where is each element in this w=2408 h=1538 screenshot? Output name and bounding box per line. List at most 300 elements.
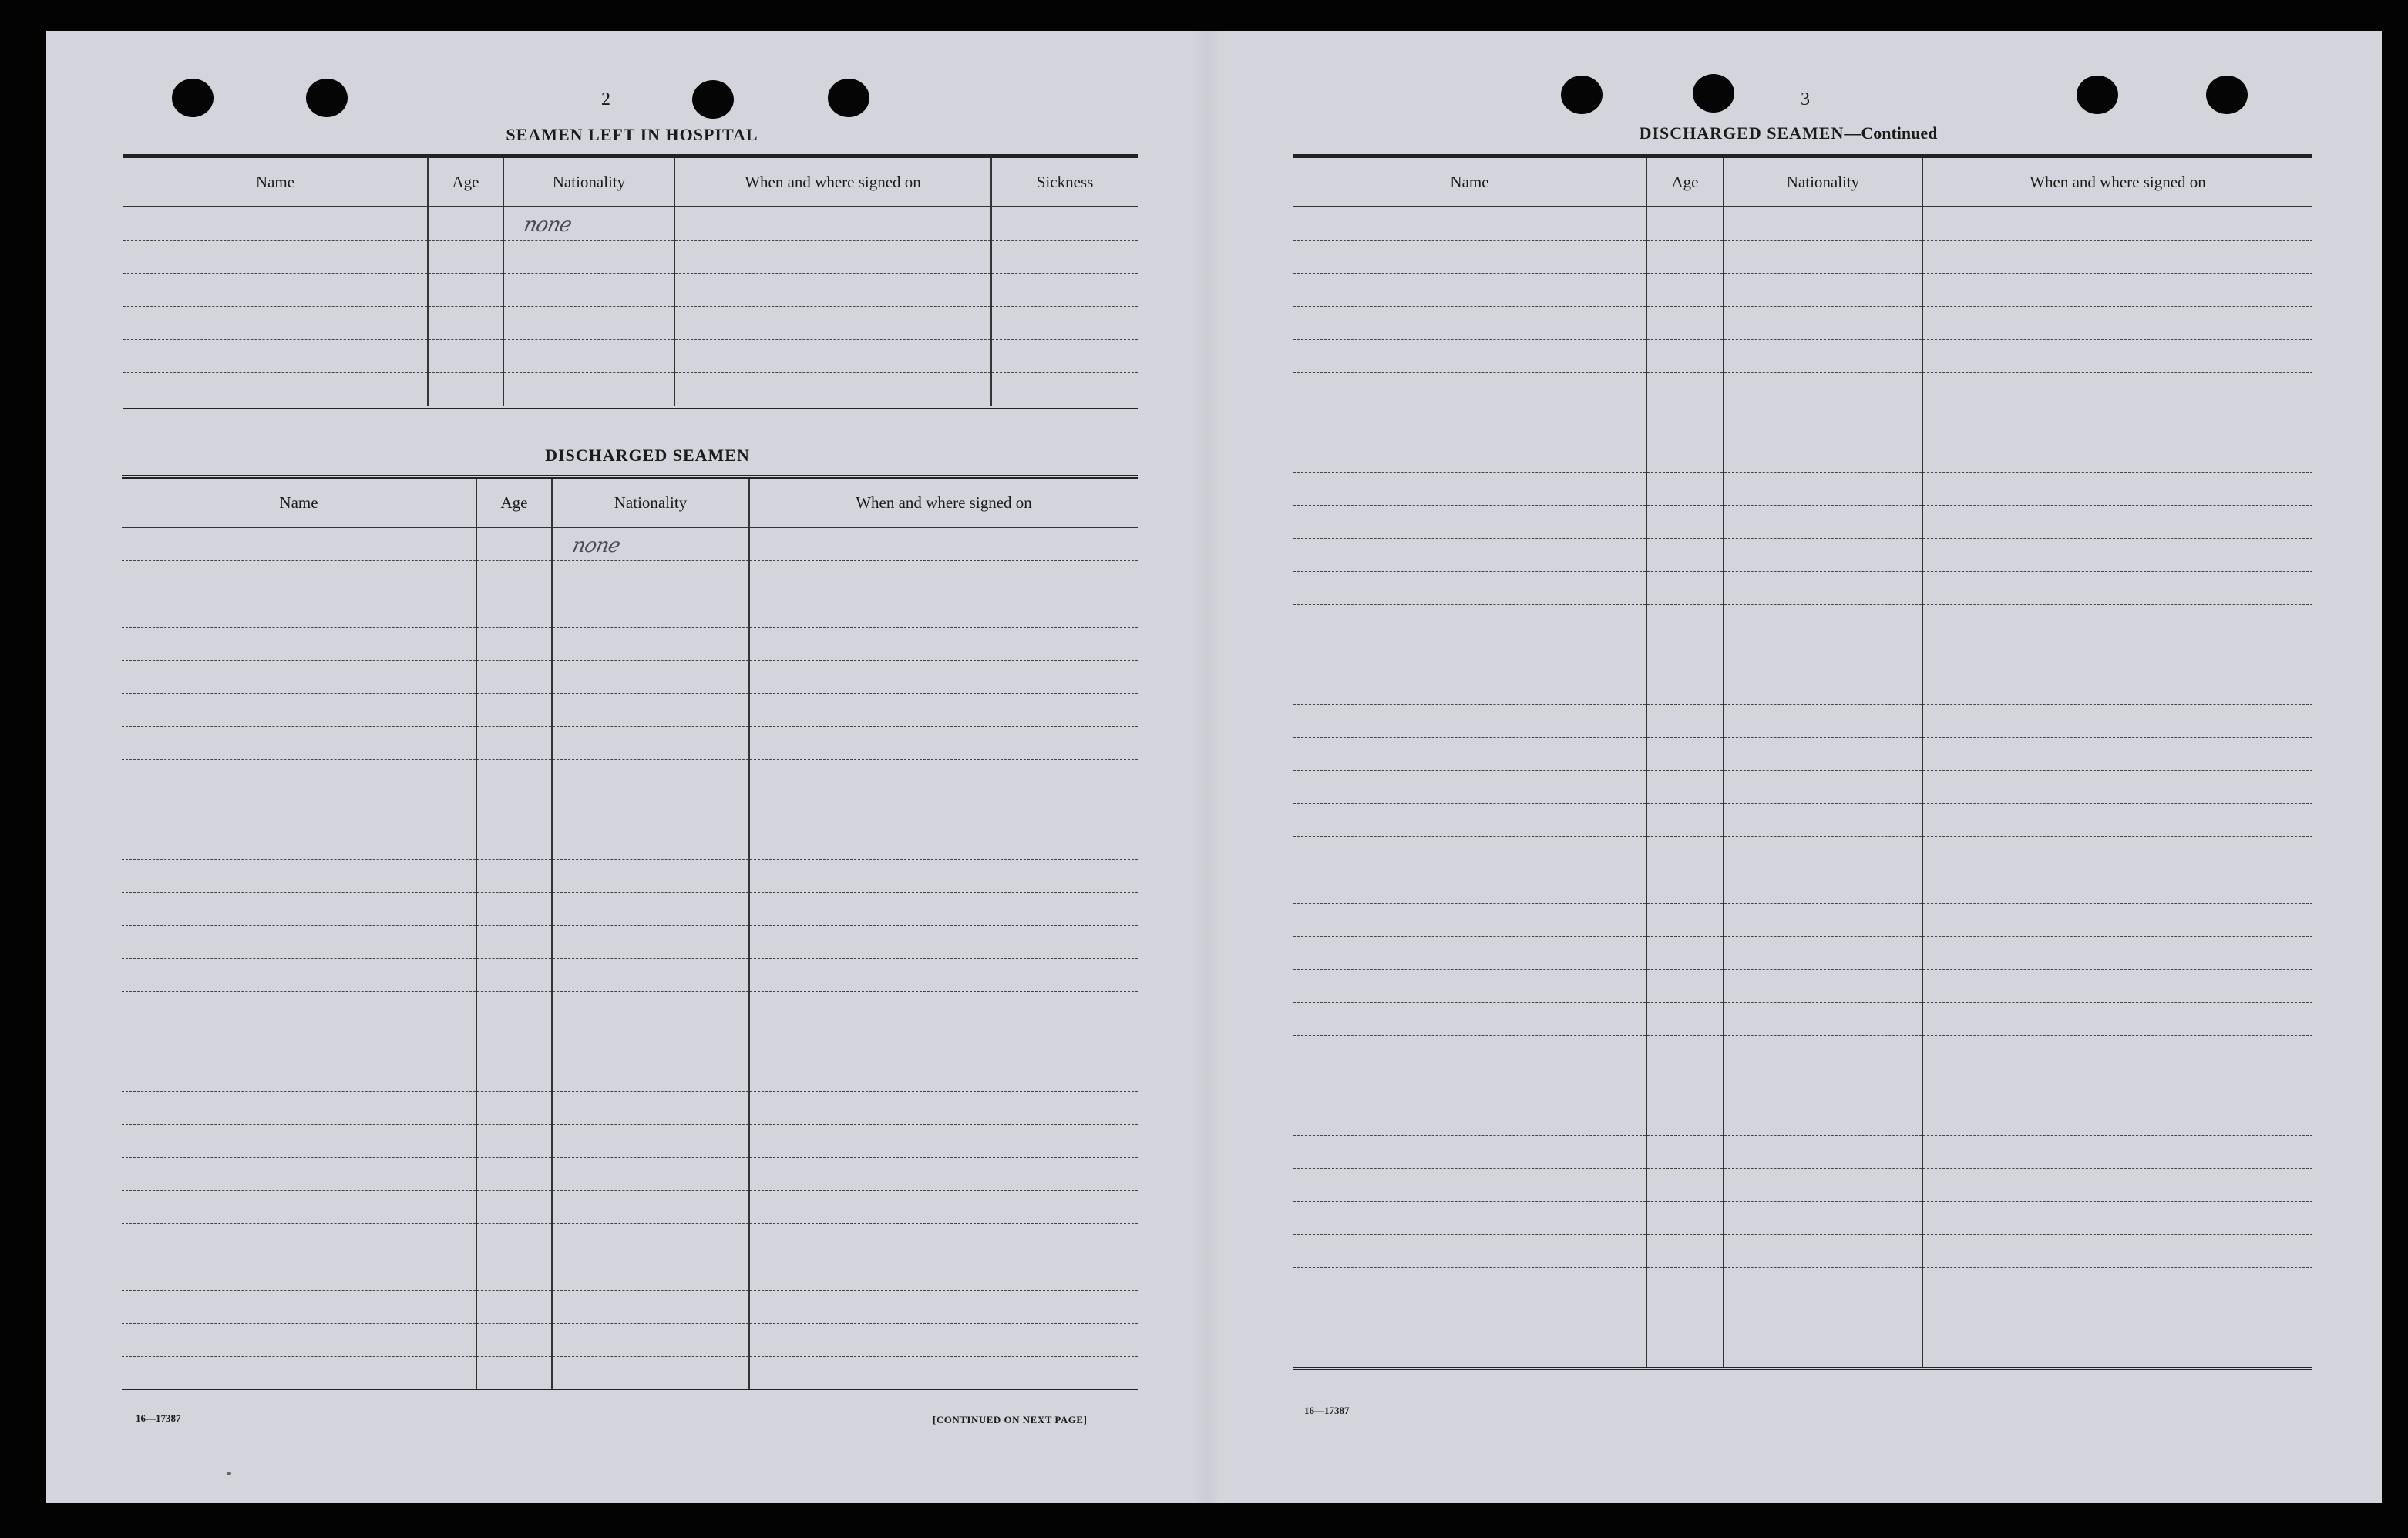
table-row	[122, 826, 1138, 860]
table-cell	[1646, 1235, 1724, 1268]
table-cell	[552, 1324, 749, 1357]
table-cell	[1646, 638, 1724, 671]
table-cell	[749, 992, 1138, 1025]
table-row	[122, 793, 1138, 826]
table-cell	[1646, 1136, 1724, 1169]
table-cell	[428, 241, 503, 274]
table-row	[122, 1291, 1138, 1324]
table-row	[1293, 1003, 2312, 1036]
table-cell	[1724, 373, 1922, 406]
table-cell	[1922, 1301, 2312, 1334]
table-cell	[991, 373, 1138, 408]
table-cell	[1922, 307, 2312, 340]
table-cell	[476, 1291, 552, 1324]
table-cell	[552, 694, 749, 727]
table-row	[122, 727, 1138, 760]
table-cell	[1724, 870, 1922, 904]
table-cell	[1646, 771, 1724, 804]
table-cell	[1646, 340, 1724, 373]
table-cell	[1922, 1235, 2312, 1268]
table-cell	[1293, 1268, 1646, 1301]
table-cell	[1293, 373, 1646, 406]
table-row	[122, 1125, 1138, 1158]
form-number: 16—17387	[136, 1412, 181, 1424]
table-row	[1293, 970, 2312, 1003]
table-cell	[123, 340, 428, 373]
table-cell	[503, 340, 674, 373]
table-cell	[1646, 1036, 1724, 1069]
table-cell	[1293, 340, 1646, 373]
table-cell	[476, 661, 552, 694]
table-cell	[1293, 605, 1646, 638]
table-cell	[476, 1158, 552, 1191]
table-cell	[1922, 241, 2312, 274]
table-cell	[749, 694, 1138, 727]
table-cell	[1646, 506, 1724, 539]
hospital-section-title: SEAMEN LEFT IN HOSPITAL	[506, 125, 758, 144]
table-cell	[476, 959, 552, 992]
table-cell	[552, 561, 749, 594]
table-header-row	[123, 156, 1138, 207]
continued-note: [CONTINUED ON NEXT PAGE]	[933, 1414, 1088, 1425]
table-cell	[122, 1291, 476, 1324]
table-cell	[991, 340, 1138, 373]
table-row	[1293, 1301, 2312, 1334]
table-cell	[749, 926, 1138, 959]
table-row	[1293, 473, 2312, 506]
table-cell	[1724, 207, 1922, 241]
column-header: Age	[1646, 156, 1724, 207]
table-row	[123, 340, 1138, 373]
table-row	[1293, 1268, 2312, 1301]
table-cell	[1724, 1202, 1922, 1235]
table-cell	[1922, 274, 2312, 307]
table-cell	[476, 1257, 552, 1291]
table-cell	[1646, 274, 1724, 307]
table-cell	[749, 1158, 1138, 1191]
table-cell	[476, 860, 552, 893]
table-cell	[1646, 1169, 1724, 1202]
table-cell	[1922, 705, 2312, 738]
discharged-continued-section-title	[1511, 123, 2066, 143]
table-cell	[1646, 837, 1724, 870]
table-row	[123, 241, 1138, 274]
table-row	[122, 1324, 1138, 1357]
table-cell	[749, 860, 1138, 893]
table-row	[1293, 1334, 2312, 1369]
table-cell	[122, 561, 476, 594]
discharged-continued-table	[1293, 154, 2312, 1370]
table-cell	[749, 1324, 1138, 1357]
table-cell	[1922, 572, 2312, 605]
table-cell	[1293, 473, 1646, 506]
table-row	[1293, 1235, 2312, 1268]
table-row	[122, 694, 1138, 727]
table-cell	[1293, 1202, 1646, 1235]
table-cell	[476, 628, 552, 661]
table-cell	[749, 561, 1138, 594]
table-cell	[1922, 1069, 2312, 1102]
table-cell	[552, 992, 749, 1025]
table-cell	[476, 926, 552, 959]
table-row	[1293, 1136, 2312, 1169]
table-cell	[123, 274, 428, 307]
table-row	[1293, 1069, 2312, 1102]
table-row	[122, 926, 1138, 959]
table-cell	[1293, 937, 1646, 970]
table-cell	[476, 1191, 552, 1224]
table-cell	[1293, 638, 1646, 671]
table-row	[1293, 207, 2312, 241]
table-cell	[122, 1191, 476, 1224]
table-cell	[552, 727, 749, 760]
table-cell	[552, 1058, 749, 1092]
table-cell	[749, 893, 1138, 926]
table-cell	[122, 1158, 476, 1191]
table-cell	[1922, 870, 2312, 904]
column-header: Name	[122, 477, 476, 528]
table-cell	[1922, 539, 2312, 572]
column-header: Name	[1293, 156, 1646, 207]
table-cell	[1724, 506, 1922, 539]
table-row	[122, 628, 1138, 661]
table-cell	[991, 241, 1138, 274]
table-cell	[749, 1191, 1138, 1224]
table-row	[1293, 340, 2312, 373]
table-cell	[552, 826, 749, 860]
table-row	[1293, 439, 2312, 473]
table-cell	[122, 727, 476, 760]
table-cell	[428, 274, 503, 307]
table-cell	[503, 207, 674, 241]
table-cell	[552, 1291, 749, 1324]
table-row	[1293, 406, 2312, 439]
table-cell	[428, 307, 503, 340]
table-cell	[1646, 671, 1724, 705]
table-cell	[552, 1257, 749, 1291]
column-header: Sickness	[991, 156, 1138, 207]
table-cell	[552, 1125, 749, 1158]
table-row	[1293, 1169, 2312, 1202]
table-row	[122, 893, 1138, 926]
table-cell	[1293, 1301, 1646, 1334]
table-cell	[1724, 539, 1922, 572]
table-cell	[1293, 870, 1646, 904]
table-cell	[122, 1058, 476, 1092]
table-cell	[1293, 671, 1646, 705]
table-cell	[122, 594, 476, 628]
table-row	[122, 527, 1138, 561]
table-row	[122, 860, 1138, 893]
table-cell	[1922, 340, 2312, 373]
table-cell	[476, 1092, 552, 1125]
table-row	[1293, 605, 2312, 638]
table-cell	[476, 793, 552, 826]
table-cell	[1724, 671, 1922, 705]
table-row	[1293, 572, 2312, 605]
table-row	[122, 959, 1138, 992]
table-cell	[1724, 605, 1922, 638]
table-row	[123, 207, 1138, 241]
table-cell	[122, 527, 476, 561]
table-cell	[1724, 1235, 1922, 1268]
table-cell	[1922, 738, 2312, 771]
table-row	[122, 661, 1138, 694]
table-row	[122, 1092, 1138, 1125]
column-header: Name	[123, 156, 428, 207]
form-number: 16—17387	[1304, 1405, 1350, 1416]
column-header: Nationality	[1724, 156, 1922, 207]
table-cell	[552, 628, 749, 661]
table-cell	[476, 760, 552, 793]
table-cell	[1293, 771, 1646, 804]
table-cell	[749, 1224, 1138, 1257]
table-cell	[991, 207, 1138, 241]
table-cell	[749, 793, 1138, 826]
table-cell	[122, 1025, 476, 1058]
table-cell	[122, 661, 476, 694]
table-cell	[1293, 970, 1646, 1003]
table-cell	[1922, 1102, 2312, 1136]
table-cell	[476, 1224, 552, 1257]
table-row	[1293, 539, 2312, 572]
table-cell	[749, 826, 1138, 860]
table-cell	[749, 527, 1138, 561]
table-cell	[1293, 1102, 1646, 1136]
table-cell	[1922, 1169, 2312, 1202]
table-cell	[1646, 1069, 1724, 1102]
table-row	[122, 1191, 1138, 1224]
table-cell	[1293, 904, 1646, 937]
table-cell	[674, 307, 991, 340]
column-header: Nationality	[552, 477, 749, 528]
table-cell	[749, 1291, 1138, 1324]
table-cell	[122, 826, 476, 860]
table-cell	[476, 1025, 552, 1058]
discharged-table	[122, 475, 1138, 1392]
table-cell	[1922, 406, 2312, 439]
table-cell	[1293, 207, 1646, 241]
table-cell	[1724, 904, 1922, 937]
table-cell	[552, 1357, 749, 1392]
table-row	[123, 307, 1138, 340]
table-row	[1293, 506, 2312, 539]
table-cell	[1724, 804, 1922, 837]
table-cell	[122, 1092, 476, 1125]
table-row	[122, 594, 1138, 628]
table-cell	[476, 1058, 552, 1092]
table-cell	[1646, 605, 1724, 638]
table-row	[122, 1224, 1138, 1257]
table-cell	[552, 1025, 749, 1058]
table-cell	[1646, 1301, 1724, 1334]
table-cell	[674, 274, 991, 307]
table-cell	[1724, 572, 1922, 605]
table-cell	[1922, 970, 2312, 1003]
table-cell	[1646, 473, 1724, 506]
table-cell	[476, 527, 552, 561]
page-number: 3	[1801, 89, 1810, 109]
table-cell	[749, 628, 1138, 661]
table-cell	[122, 1125, 476, 1158]
table-cell	[1922, 1036, 2312, 1069]
table-cell	[749, 661, 1138, 694]
table-cell	[1922, 837, 2312, 870]
table-cell	[1724, 837, 1922, 870]
table-cell	[476, 727, 552, 760]
table-cell	[122, 959, 476, 992]
table-row	[1293, 837, 2312, 870]
table-cell	[749, 594, 1138, 628]
table-cell	[749, 959, 1138, 992]
table-row	[1293, 738, 2312, 771]
section-title-suffix: —Continued	[1844, 123, 1938, 143]
table-cell	[749, 1092, 1138, 1125]
table-cell	[1293, 241, 1646, 274]
table-row	[1293, 373, 2312, 406]
table-cell	[552, 594, 749, 628]
table-row	[1293, 771, 2312, 804]
table-cell	[1293, 274, 1646, 307]
table-row	[122, 561, 1138, 594]
table-cell	[1293, 307, 1646, 340]
table-cell	[1922, 771, 2312, 804]
table-cell	[749, 1058, 1138, 1092]
table-cell	[1646, 1003, 1724, 1036]
table-row	[1293, 870, 2312, 904]
table-cell	[476, 594, 552, 628]
table-cell	[123, 241, 428, 274]
table-cell	[122, 860, 476, 893]
table-cell	[1724, 1003, 1922, 1036]
table-cell	[749, 760, 1138, 793]
table-cell	[552, 527, 749, 561]
table-cell	[1724, 1036, 1922, 1069]
table-cell	[552, 1224, 749, 1257]
table-cell	[1724, 406, 1922, 439]
table-cell	[1646, 207, 1724, 241]
table-row	[1293, 307, 2312, 340]
table-cell	[122, 1324, 476, 1357]
table-cell	[1922, 373, 2312, 406]
table-cell	[476, 992, 552, 1025]
table-cell	[1293, 1136, 1646, 1169]
table-row	[122, 1058, 1138, 1092]
table-row	[123, 373, 1138, 408]
table-cell	[749, 727, 1138, 760]
table-cell	[674, 340, 991, 373]
table-row	[122, 760, 1138, 793]
table-cell	[991, 274, 1138, 307]
table-cell	[1724, 738, 1922, 771]
table-cell	[552, 893, 749, 926]
page-number: 2	[601, 89, 610, 109]
table-row	[122, 992, 1138, 1025]
table-cell	[1293, 1036, 1646, 1069]
table-cell	[1724, 473, 1922, 506]
table-row	[122, 1158, 1138, 1191]
table-cell	[1922, 804, 2312, 837]
table-row	[1293, 705, 2312, 738]
column-header: Nationality	[503, 156, 674, 207]
table-cell	[1922, 1268, 2312, 1301]
table-cell	[503, 307, 674, 340]
scan-speck	[227, 1472, 231, 1475]
table-row	[1293, 1036, 2312, 1069]
table-cell	[1922, 1136, 2312, 1169]
table-cell	[1646, 539, 1724, 572]
table-cell	[122, 793, 476, 826]
table-cell	[122, 1224, 476, 1257]
table-row	[1293, 1102, 2312, 1136]
table-cell	[1922, 605, 2312, 638]
table-cell	[674, 373, 991, 408]
table-cell	[1922, 1003, 2312, 1036]
table-cell	[552, 661, 749, 694]
table-cell	[1724, 1102, 1922, 1136]
table-cell	[1646, 705, 1724, 738]
table-cell	[476, 1324, 552, 1357]
table-row	[1293, 804, 2312, 837]
table-cell	[122, 1357, 476, 1392]
table-cell	[1724, 241, 1922, 274]
table-row	[122, 1257, 1138, 1291]
table-row	[1293, 937, 2312, 970]
table-cell	[1724, 1268, 1922, 1301]
table-cell	[122, 926, 476, 959]
table-cell	[749, 1025, 1138, 1058]
table-cell	[1293, 539, 1646, 572]
table-cell	[1293, 738, 1646, 771]
table-cell	[1724, 340, 1922, 373]
column-header: When and where signed on	[1922, 156, 2312, 207]
table-cell	[1922, 638, 2312, 671]
table-cell	[122, 893, 476, 926]
table-cell	[1724, 937, 1922, 970]
table-cell	[1922, 207, 2312, 241]
table-cell	[1922, 1334, 2312, 1369]
column-header: When and where signed on	[674, 156, 991, 207]
table-cell	[1646, 738, 1724, 771]
table-cell	[1922, 671, 2312, 705]
table-cell	[991, 307, 1138, 340]
table-cell	[1724, 307, 1922, 340]
table-cell	[749, 1257, 1138, 1291]
table-cell	[1724, 771, 1922, 804]
table-cell	[123, 207, 428, 241]
table-cell	[1646, 1268, 1724, 1301]
table-row	[123, 274, 1138, 307]
table-cell	[1724, 1169, 1922, 1202]
table-cell	[476, 694, 552, 727]
table-cell	[476, 561, 552, 594]
table-cell	[552, 1158, 749, 1191]
table-cell	[1293, 1003, 1646, 1036]
table-cell	[552, 926, 749, 959]
table-cell	[503, 373, 674, 408]
table-row	[1293, 671, 2312, 705]
table-cell	[552, 793, 749, 826]
table-cell	[674, 241, 991, 274]
table-row	[122, 1357, 1138, 1392]
table-cell	[552, 760, 749, 793]
table-cell	[1724, 1069, 1922, 1102]
table-header-row	[1293, 156, 2312, 207]
table-cell	[1293, 406, 1646, 439]
table-cell	[1293, 837, 1646, 870]
table-cell	[1922, 506, 2312, 539]
table-row	[1293, 638, 2312, 671]
